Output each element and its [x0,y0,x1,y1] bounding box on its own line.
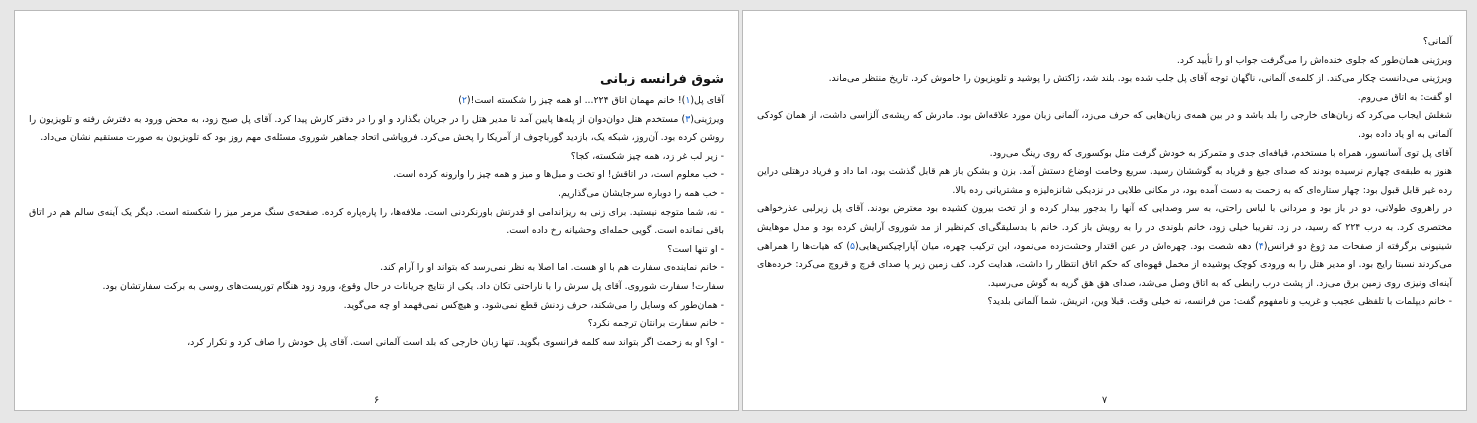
paragraph [29,278,724,297]
paragraph-text: - او تنها است؟ [667,243,724,255]
paragraph-text: - خب همه را دوباره سرجایشان می‌گذاریم. [558,187,724,199]
paragraph-text: - همان‌طور که وسایل را می‌شکند، حرف زدنش قطع نمی‌شود. و هیچ‌کس نمی‌فهمد او چه می‌گوید. [343,299,724,311]
paragraph-text: او گفت: به اتاق می‌روم. [1357,91,1452,103]
paragraph-text: ویرژینی( [690,113,724,125]
paragraph-text: - خانم سفارت برانتان ترجمه نکرد؟ [587,318,724,330]
paragraph-text: - خانم نماینده‌ی سفارت هم با او هست. اما اصلا به نظر نمی‌رسد که بتواند او را آرام کند. [380,262,724,274]
chapter-title: شوق فرانسه زبانی [600,72,724,87]
paragraph-text: ) [458,95,462,106]
paragraph-text: ) دهه شصت بود. چهره‌اش در عین اقتدار وحشت‌زده می‌نمود، این ترکیب چهره، میان آپاراچیکس‌هایی( [855,240,1259,252]
paragraph-text: - او؟ او به زحمت اگر بتواند سه کلمه فرانسوی بگوید. تنها زبان خارجی که بلد است آلمانی است. آقای پل خودش را صاف کرد و تکرار کرد، [187,336,724,348]
paragraph-text: سفارت! سفارت شوروی. آقای پل سرش را با ناراحتی تکان داد. یکی از نتایج جریانات در حال وقوع، ورود زود هنگام توریست‌های روسی به برکت سفارتشان بود. [102,280,724,292]
paragraph [29,241,724,260]
footnote-ref-link[interactable]: ۱ [685,95,691,106]
footnote-ref-link[interactable]: ۵ [850,240,856,252]
footnote-ref-link[interactable]: ۳ [685,113,691,125]
paragraph-text: ویرژینی همان‌طور که جلوی خنده‌اش را می‌گرفت جواب او را تأیید کرد. [1176,54,1452,66]
paragraph [757,200,1452,293]
paragraph [757,163,1452,200]
paragraph-text: آلمانی؟ [1422,36,1452,47]
right-page [742,10,1467,411]
left-page [14,10,739,411]
paragraph-text: )! خانم مهمان اتاق ۲۲۴... او همه چیز را شکسته است!( [466,95,686,106]
paragraph [757,293,1452,312]
paragraph [29,92,724,111]
paragraph-text: ویرژینی می‌دانست چکار می‌کند. از کلمه‌ی آلمانی، ناگهان توجه آقای پل جلب شده بود. بلند شد، ژاکتش را پوشید و تلویزیون را خاموش کرد. تاریخ منتظر می‌ماند. [828,73,1452,85]
paragraph [29,297,724,316]
paragraph [29,111,724,148]
paragraph [757,70,1452,89]
paragraph-text: هنوز به طبقه‌ی چهارم نرسیده بودند که صدای جیغ و فریاد به گوششان رسید. سریع وخامت اوضاع دستش آمد. بزن و بشکن باز هم قابل گذشت بود، اما داد و فریاد درهتلی دراین رده غیر قابل قبول بود: چهار ستاره‌ای که به زحمت به دست آمده بود، در مکانی طلایی در نزدیکی شانزه‌لیزه و مشتریانی رده بالا. [757,166,1452,196]
paragraph [757,107,1452,144]
paragraph-text: - خانم دیپلمات با تلفظی عجیب و غریب و نامفهوم گفت: من فرانسه، نه خیلی وقت. قبلا وین، اتریش. شما آلمانی بلدید؟ [987,296,1452,308]
paragraph [29,259,724,278]
right-page-body [757,33,1452,312]
paragraph [29,166,724,185]
paragraph [757,145,1452,164]
right-paragraphs [757,33,1452,312]
paragraph-text: - زیر لب غر زد، همه چیز شکسته، کجا؟ [570,150,724,162]
footnote-ref-link[interactable]: ۲ [461,95,467,106]
paragraph-text: آقای پل( [690,95,724,106]
paragraph [29,148,724,167]
paragraph-text: شغلش ایجاب می‌کرد که زبان‌های خارجی را بلد باشد و در بین همه‌ی زبان‌هایی که حرف می‌زد، آلمانی زبان مورد علاقه‌اش بود. مادرش که ریشه‌ی آلزاسی داشت، از همان کودکی آلمانی به او یاد داده بود. [757,110,1452,140]
paragraph-text: آقای پل توی آسانسور، همراه با مستخدم، قیافه‌ای جدی و متمرکز به خودش گرفت مثل بوکسوری که روی رینگ می‌رود. [989,147,1452,159]
paragraph [757,89,1452,108]
left-paragraphs [29,92,724,352]
paragraph [29,185,724,204]
paragraph-text: در راهروی طولانی، دو در باز بود و مردانی با لباس راحتی، به سر وصدایی که آنها را بدجور بیدار کرده و از تخت بیرون کشیده بود معترض بودند. آقای پل زیرلبی عذرخواهی مختصری کرد. به درب ۲۲۴ که رسید، در زد. تقریبا خیلی زود، خانم بلوندی در را به رویش باز کرد. خانم با بدسلیقگی‌ای کم‌نظیر از مد شوروی آرایش کرده بود و مدل موهایش شینیونی برگرفته از صفحات مد ژوغ دو فرانس( [757,203,1453,252]
paragraph-text: - نه، شما متوجه نیستید. برای زنی به ریزاندامی او قدرتش باورنکردنی است. ملافه‌ها، را پاره‌پاره کرده. صفحه‌ی سنگ مرمر میز را شکسته است. دیگر یک آینه‌ی سالم هم در اتاق باقی نمانده است. گویی حمله‌ای وحشیانه رخ داده است. [29,206,724,237]
paragraph-text: ) که هیات‌ها را همراهی می‌کردند نسبتا رایج بود. او مدیر هتل را به ورودی کوچک پوشیده از مخمل قهوه‌ای که حکم اتاق انتظار را داشت، هدایت کرد. کف زمین زیر پا صدای قرچ و قروچ می‌کرد: خرده‌های آینه‌ای ونیزی روی زمین برق می‌زد. از پشت درب رابطی که به اتاق وصل می‌شد، صدای هق هق گریه به گوش می‌رسید. [757,240,1452,289]
footnote-ref-link[interactable]: ۴ [1258,240,1264,252]
paragraph-text: - خب معلوم است، در اتاقش! او تخت و مبل‌ها و میز و همه چیز را وارونه کرده است. [393,169,724,181]
page-number: ۷ [1101,395,1108,406]
left-page-body [29,33,724,352]
paragraph [29,204,724,241]
paragraph-text: ) مستخدم هتل دوان‌دوان از پله‌ها پایین آمد تا مدیر هتل را در جریان بگذارد و او را در دفتر کارش پیدا کرد. آقای پل صبح زود، به محض ورود به دفترش رفته و تلویزیون را روشن کرده بود. آن‌روز، شبکه یک، بازدید گورباچوف از آمریکا را پخش می‌کرد. فروپاشی اتحاد جماهیر شوروی مسئله‌ی مهم روز بود که تلویزیون به صورت مستقیم نشان می‌داد. [29,113,724,144]
page-number: ۶ [373,395,380,406]
paragraph [29,315,724,334]
paragraph [29,334,724,353]
paragraph [757,33,1452,52]
paragraph [757,52,1452,71]
